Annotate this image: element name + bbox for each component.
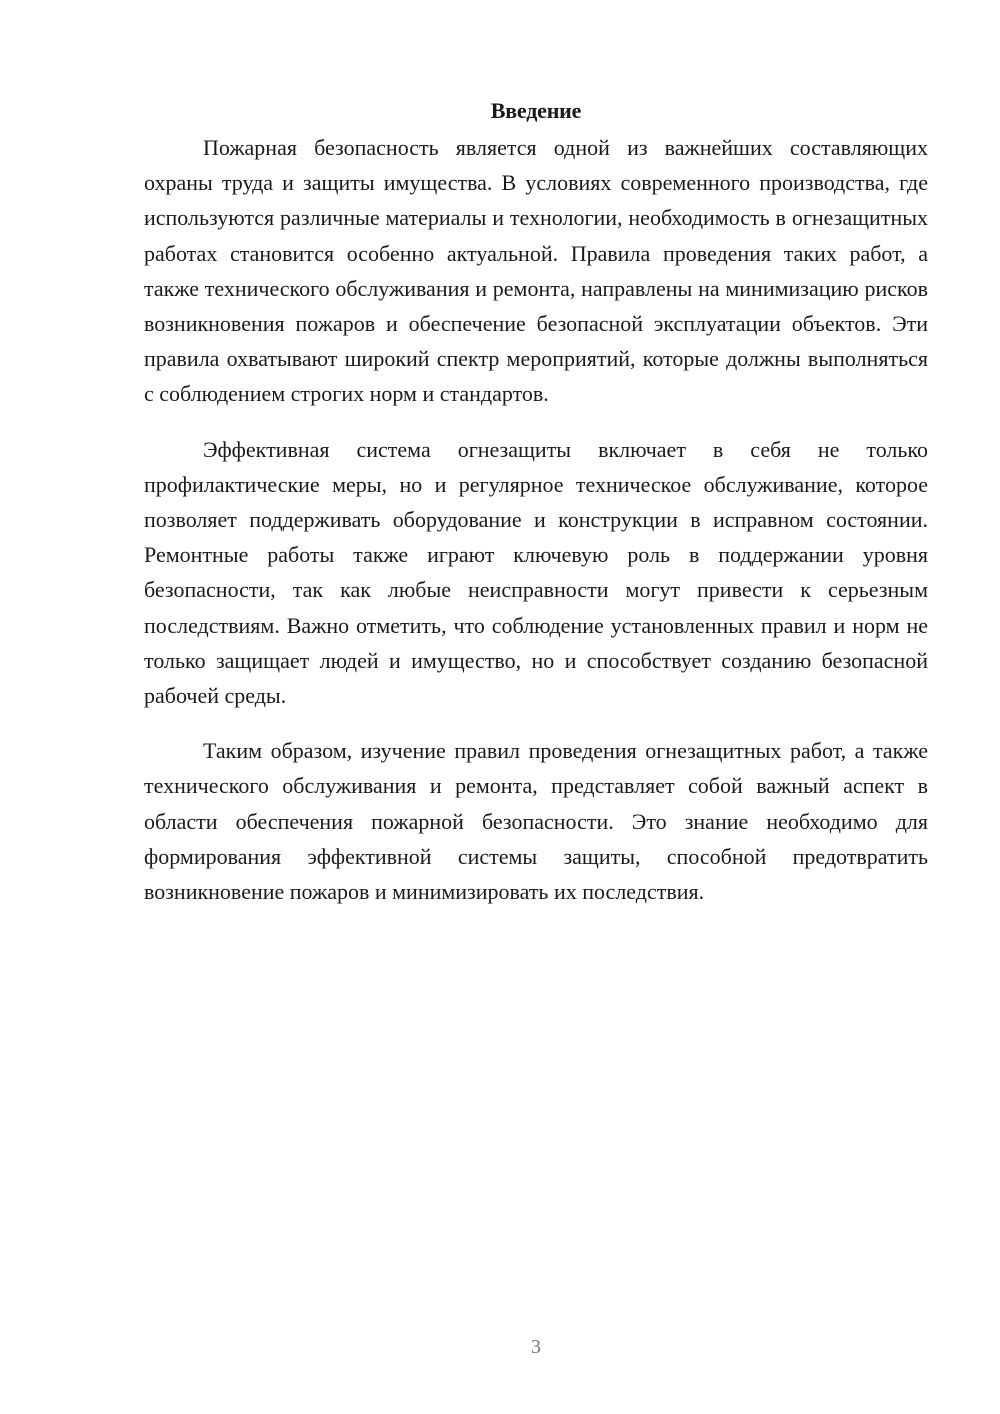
paragraph-2: Эффективная система огнезащиты включает в себя не только профилактические меры, но и регулярное техническое обслуживание, которое позволяет поддерживать оборудование и конструкции в исправном состоянии. Ремонтные работы также играют ключевую роль в поддержании уровня безопасности, так как любые неисправности могут привести к серьезным последствиям. Важно отметить, что соблюдение установленных правил и норм не только защищает людей и имущество, но и способствует созданию безопасной рабочей среды. [144,436,928,709]
section-title: Введение [490,98,582,123]
page-number: 3 [531,1336,541,1358]
page-content [144,92,928,909]
paragraph-3: Таким образом, изучение правил проведения огнезащитных работ, а также технического обслуживания и ремонта, представляет собой важный аспект в области обеспечения пожарной безопасности. Это знание необходимо для формирования эффективной системы защиты, способной предотвратить возникновение пожаров и минимизировать их последствия. [144,738,928,905]
paragraph-1: Пожарная безопасность является одной из важнейших составляющих охраны труда и защиты имущества. В условиях современного производства, где используются различные материалы и технологии, необходимость в огнезащитных работах становится особенно актуальной. Правила проведения таких работ, а также технического обслуживания и ремонта, направлены на минимизацию рисков возникновения пожаров и обеспечение безопасной эксплуатации объектов. Эти правила охватывают широкий спектр мероприятий, которые должны выполняться с соблюдением строгих норм и стандартов. [144,135,928,407]
